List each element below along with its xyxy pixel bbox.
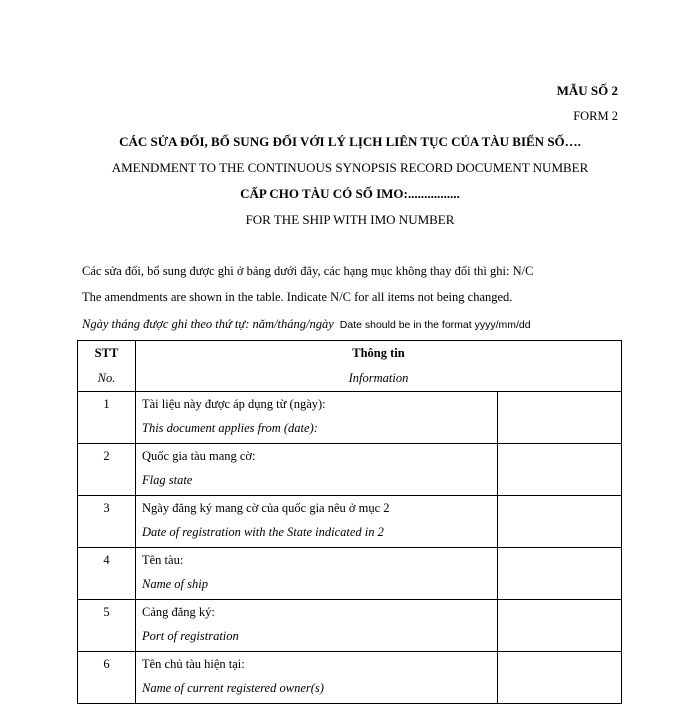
header-no-en: No. [97, 371, 116, 385]
header-info-cell [136, 341, 622, 392]
row-label-en: Port of registration [142, 629, 239, 643]
form-number-vi: MẪU SỐ 2 [556, 83, 618, 98]
row-number-cell [78, 548, 136, 600]
row-label-vi: Tên chủ tàu hiện tại: [142, 657, 245, 671]
date-format-vi: Ngày tháng được ghi theo thứ tự: năm/tháng/ngày [82, 317, 334, 331]
table-row [78, 652, 622, 704]
row-label-en: Name of ship [142, 577, 208, 591]
table-row [78, 444, 622, 496]
row-label-en: This document applies from (date): [142, 421, 318, 435]
header-info-en: Information [348, 371, 409, 385]
row-value-cell[interactable] [498, 444, 622, 496]
header-info-vi: Thông tin [352, 346, 405, 360]
row-value-cell[interactable] [498, 652, 622, 704]
row-number: 4 [103, 553, 110, 567]
row-number: 3 [103, 501, 110, 515]
table-row [78, 496, 622, 548]
amendment-table [77, 340, 622, 704]
header-no-vi: STT [94, 346, 119, 360]
table-row [78, 548, 622, 600]
date-format-note [82, 317, 531, 332]
date-format-en: Date should be in the format yyyy/mm/dd [339, 319, 531, 331]
row-label-vi: Quốc gia tàu mang cờ: [142, 449, 256, 463]
row-number: 2 [103, 449, 110, 463]
form-number-en: FORM 2 [573, 109, 618, 123]
instruction-vi: Các sửa đổi, bổ sung được ghi ở bảng dưới đây, các hạng mục không thay đổi thì ghi: N/C [82, 264, 534, 278]
row-number-cell [78, 600, 136, 652]
row-label-cell [136, 600, 498, 652]
row-label-cell [136, 652, 498, 704]
row-label-cell [136, 496, 498, 548]
row-label-vi: Tên tàu: [142, 553, 184, 567]
document-title-en: AMENDMENT TO THE CONTINUOUS SYNOPSIS RECORD DOCUMENT NUMBER [111, 160, 589, 175]
row-number-cell [78, 392, 136, 444]
row-number: 6 [103, 657, 110, 671]
row-label-en: Flag state [142, 473, 193, 487]
table-header-row [78, 341, 622, 392]
row-number-cell [78, 444, 136, 496]
row-number: 5 [103, 605, 110, 619]
row-label-vi: Cảng đăng ký: [142, 605, 215, 619]
header-no-cell [78, 341, 136, 392]
table-row [78, 392, 622, 444]
row-value-cell[interactable] [498, 496, 622, 548]
row-number-cell [78, 496, 136, 548]
row-label-vi: Ngày đăng ký mang cờ của quốc gia nêu ở mục 2 [142, 501, 390, 515]
row-label-en: Name of current registered owner(s) [142, 681, 324, 695]
table-row [78, 600, 622, 652]
row-number-cell [78, 652, 136, 704]
row-value-cell[interactable] [498, 548, 622, 600]
document-title-vi: CÁC SỬA ĐỔI, BỔ SUNG ĐỐI VỚI LÝ LỊCH LIÊN TỤC CỦA TÀU BIỂN SỐ…. [119, 134, 581, 149]
row-value-cell[interactable] [498, 600, 622, 652]
row-value-cell[interactable] [498, 392, 622, 444]
row-label-vi: Tài liệu này được áp dụng từ (ngày): [142, 397, 326, 411]
imo-subtitle-en: FOR THE SHIP WITH IMO NUMBER [245, 212, 455, 227]
instruction-en: The amendments are shown in the table. Indicate N/C for all items not being changed. [82, 290, 513, 304]
row-label-cell [136, 548, 498, 600]
row-number: 1 [103, 397, 110, 411]
row-label-cell [136, 392, 498, 444]
row-label-en: Date of registration with the State indicated in 2 [142, 525, 384, 539]
row-label-cell [136, 444, 498, 496]
imo-subtitle-vi: CẤP CHO TÀU CÓ SỐ IMO:................ [240, 186, 460, 201]
